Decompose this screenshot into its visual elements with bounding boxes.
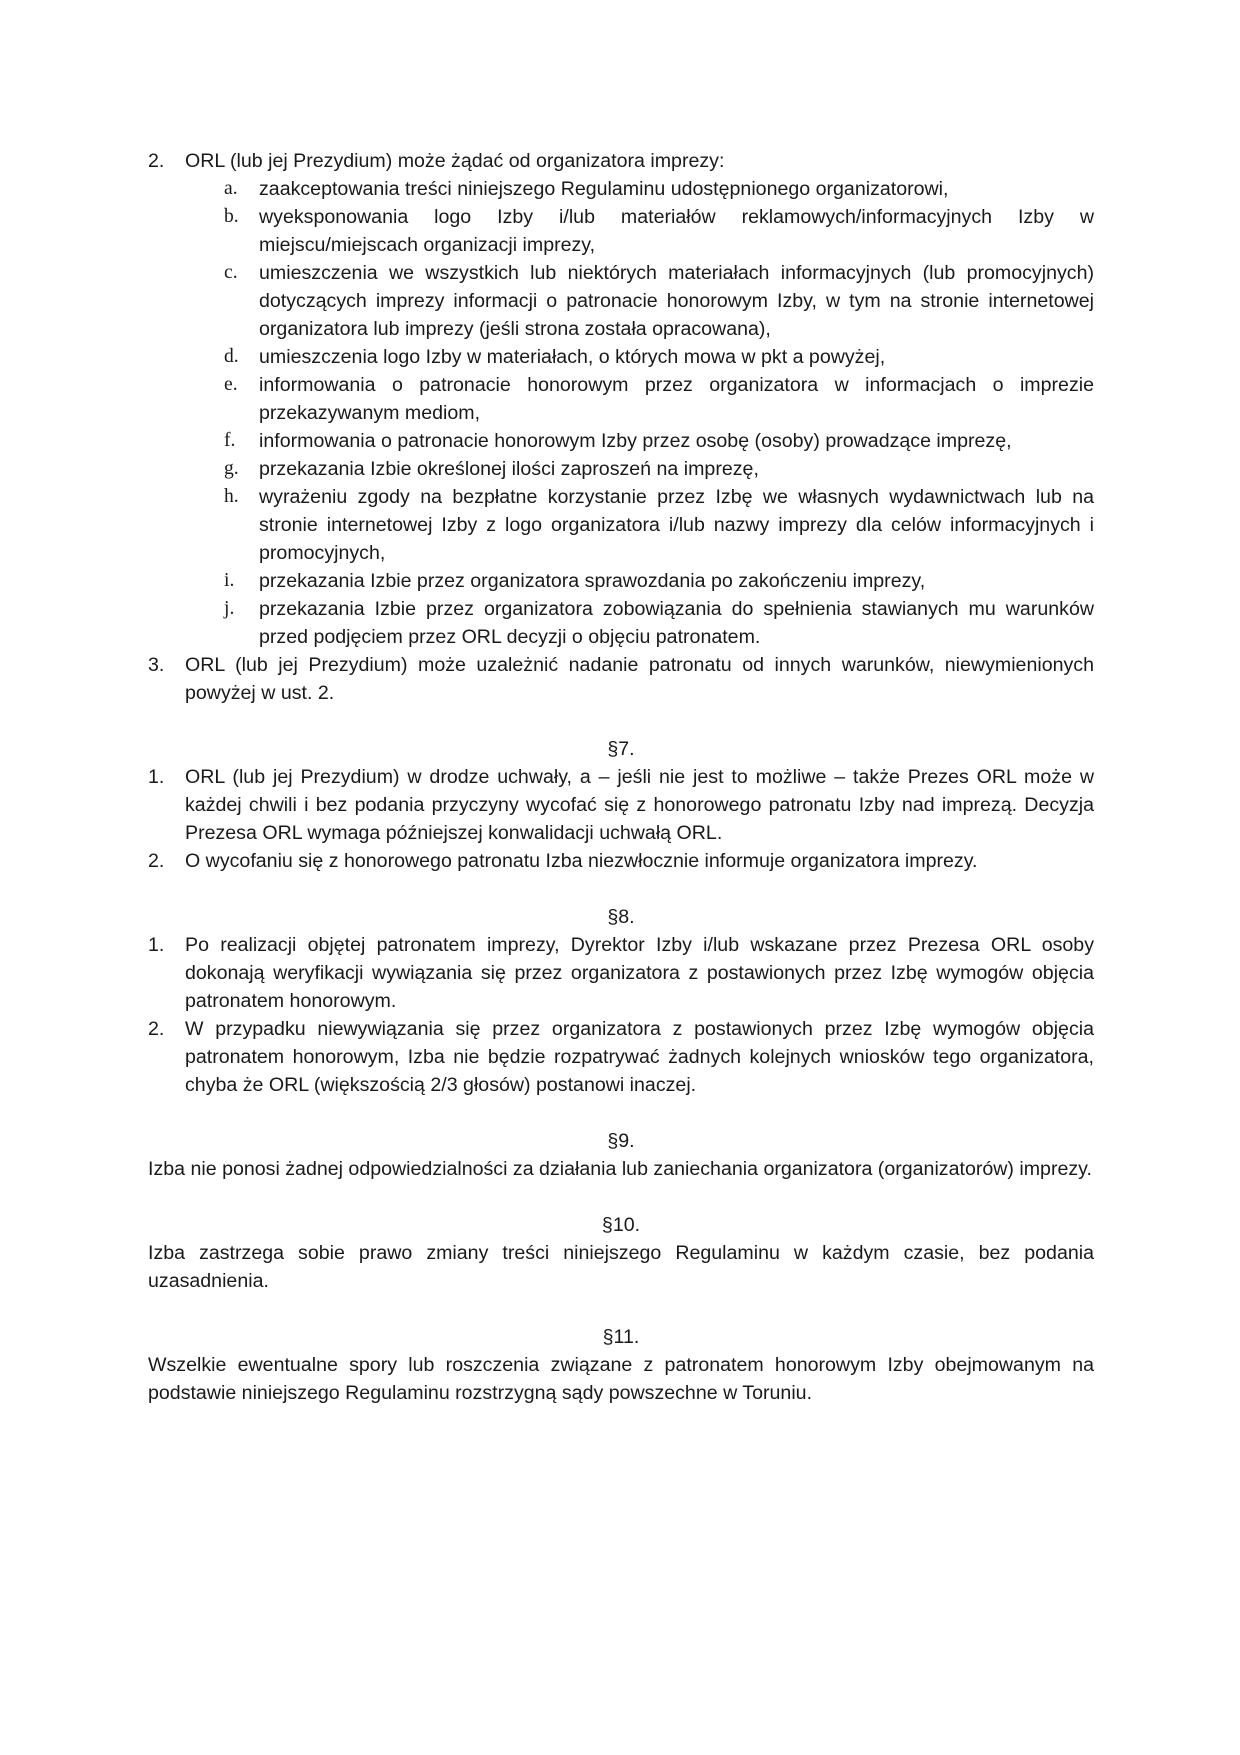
item-text: Po realizacji objętej patronatem imprezy, Dyrektor Izby i/lub wskazane przez Prezesa ORL osoby dokonają weryfikacji wywiązania się przez organizatora z postawionych przez Izbę wymogów objęcia patronatem honorowym. xyxy=(185,934,1094,1012)
subitem-text: przekazania Izbie przez organizatora sprawozdania po zakończeniu imprezy, xyxy=(259,570,926,592)
item-text: ORL (lub jej Prezydium) w drodze uchwały, a – jeśli nie jest to możliwe – także Prezes ORL może w każdej chwili i bez podania przyczyny wycofać się z honorowego patronatu Izby nad imprezą. Decyzja Prezesa ORL wymaga późniejszej konwalidacji uchwałą ORL. xyxy=(185,766,1094,844)
item-number: 2. xyxy=(148,850,165,872)
item-text: ORL (lub jej Prezydium) może uzależnić nadanie patronatu od innych warunków, niewymienionych powyżej w ust. 2. xyxy=(185,654,1094,704)
subitem-g xyxy=(148,455,1094,483)
section10-text: Izba zastrzega sobie prawo zmiany treści niniejszego Regulaminu w każdym czasie, bez podania uzasadnienia. xyxy=(148,1242,1094,1292)
item-text: ORL (lub jej Prezydium) może żądać od organizatora imprezy: xyxy=(185,150,725,172)
document-body xyxy=(148,147,1094,1407)
subitem-text: umieszczenia we wszystkich lub niektórych materiałach informacyjnych (lub promocyjnych) dotyczących imprezy informacji o patronacie honorowym Izby, w tym na stronie internetowej organizatora lub imprezy (jeśli strona została opracowana), xyxy=(259,262,1094,340)
section8-item-1 xyxy=(148,931,1094,1015)
subitem-text: przekazania Izbie przez organizatora zobowiązania do spełnienia stawianych mu warunków przed podjęciem przez ORL decyzji o objęciu patronatem. xyxy=(259,598,1094,648)
subitem-d xyxy=(148,343,1094,371)
subitem-j xyxy=(148,595,1094,651)
item-number: 1. xyxy=(148,934,165,956)
subitem-e xyxy=(148,371,1094,427)
section10-heading: §10. xyxy=(601,1214,641,1236)
subitem-letter: i. xyxy=(224,570,235,591)
subitem-i xyxy=(148,567,1094,595)
item-number: 1. xyxy=(148,766,165,788)
section9-text: Izba nie ponosi żadnej odpowiedzialności za działania lub zaniechania organizatora (organizatorów) imprezy. xyxy=(148,1158,1092,1180)
section11-text: Wszelkie ewentualne spory lub roszczenia związane z patronatem honorowym Izby obejmowanym na podstawie niniejszego Regulaminu rozstrzygną sądy powszechne w Toruniu. xyxy=(148,1354,1094,1404)
subitem-b xyxy=(148,203,1094,259)
subitem-text: przekazania Izbie określonej ilości zaproszeń na imprezę, xyxy=(259,458,759,480)
item-text: W przypadku niewywiązania się przez organizatora z postawionych przez Izbę wymogów objęcia patronatem honorowym, Izba nie będzie rozpatrywać żadnych kolejnych wniosków tego organizatora, chyba że ORL (większością 2/3 głosów) postanowi inaczej. xyxy=(185,1018,1094,1096)
subitem-c xyxy=(148,259,1094,343)
subitem-text: informowania o patronacie honorowym Izby przez osobę (osoby) prowadzące imprezę, xyxy=(259,430,1012,452)
section6-item-2 xyxy=(148,147,1094,175)
subitem-letter: c. xyxy=(224,262,238,283)
subitem-f xyxy=(148,427,1094,455)
section7-item-2 xyxy=(148,847,1094,875)
section8-heading: §8. xyxy=(607,906,635,928)
subitem-a xyxy=(148,175,1094,203)
section9-heading: §9. xyxy=(607,1130,635,1152)
subitem-letter: e. xyxy=(224,374,238,395)
subitem-letter: b. xyxy=(224,206,239,227)
subitem-text: zaakceptowania treści niniejszego Regulaminu udostępnionego organizatorowi, xyxy=(259,178,949,200)
item-number: 3. xyxy=(148,654,165,676)
subitem-text: informowania o patronacie honorowym przez organizatora w informacjach o imprezie przekazywanym mediom, xyxy=(259,374,1094,424)
section7-heading: §7. xyxy=(607,738,635,760)
item-number: 2. xyxy=(148,1018,165,1040)
section7-item-1 xyxy=(148,763,1094,847)
subitem-letter: h. xyxy=(224,486,239,507)
item-text: O wycofaniu się z honorowego patronatu Izba niezwłocznie informuje organizatora imprezy. xyxy=(185,850,978,872)
item-number: 2. xyxy=(148,150,165,172)
subitem-h xyxy=(148,483,1094,567)
subitem-letter: d. xyxy=(224,346,239,367)
subitem-text: umieszczenia logo Izby w materiałach, o których mowa w pkt a powyżej, xyxy=(259,346,886,368)
subitem-letter: f. xyxy=(224,430,236,451)
section8-item-2 xyxy=(148,1015,1094,1099)
section6-item-3 xyxy=(148,651,1094,707)
subitem-letter: j. xyxy=(224,598,235,619)
subitem-text: wyrażeniu zgody na bezpłatne korzystanie przez Izbę we własnych wydawnictwach lub na stronie internetowej Izby z logo organizatora i/lub nazwy imprezy dla celów informacyjnych i promocyjnych, xyxy=(259,486,1094,564)
subitem-letter: a. xyxy=(224,178,238,199)
subitem-text: wyeksponowania logo Izby i/lub materiałów reklamowych/informacyjnych Izby w miejscu/miejscach organizacji imprezy, xyxy=(259,206,1094,256)
section11-heading: §11. xyxy=(602,1326,640,1348)
subitem-letter: g. xyxy=(224,458,239,479)
